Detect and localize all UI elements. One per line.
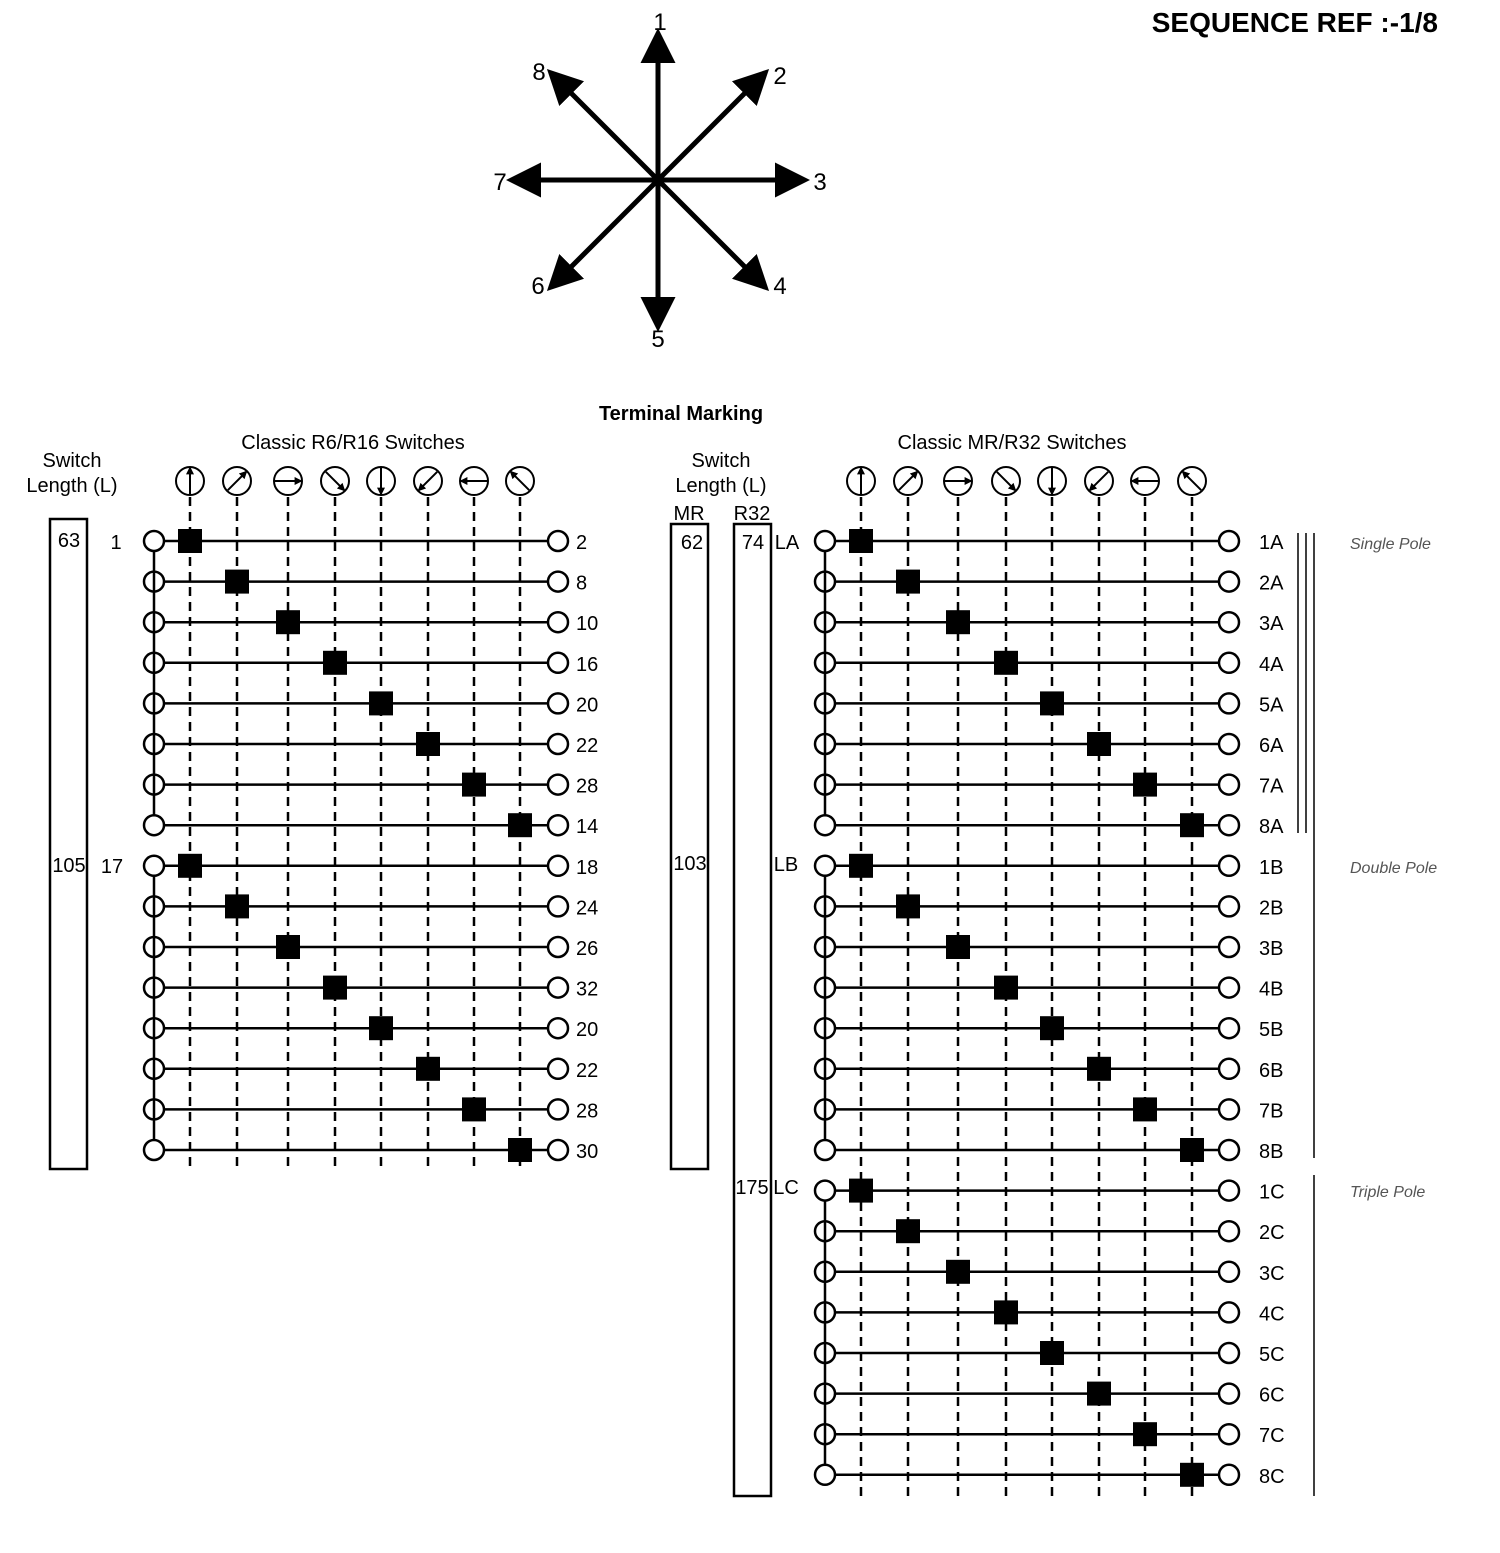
terminal-label: 6C (1259, 1384, 1285, 1407)
left-switch-panel (26, 432, 598, 1172)
right-contact-grid (815, 497, 1285, 1496)
terminal-label: 26 (576, 938, 599, 960)
terminal-label: 30 (576, 1141, 599, 1163)
right-terminal-circle (1219, 531, 1239, 551)
contact-block (1087, 1382, 1111, 1406)
terminal-label: 3A (1259, 613, 1284, 636)
right-terminal-circle (1219, 1424, 1239, 1444)
contact-block (369, 1016, 393, 1040)
right-arrow-icon (944, 467, 972, 495)
right-terminal-circle (548, 734, 568, 754)
mr-length-103: 103 (673, 853, 707, 875)
contact-block (178, 529, 202, 553)
table-row (815, 732, 1284, 757)
left-switch-length-label-line1: Switch (42, 450, 102, 472)
terminal-label: 4B (1259, 978, 1284, 1001)
contact-block (1180, 1463, 1204, 1487)
right-position-icons (847, 467, 1206, 495)
table-row (815, 691, 1284, 716)
table-row (815, 610, 1284, 635)
terminal-label: 8C (1259, 1465, 1285, 1488)
right-terminal-circle (1219, 1302, 1239, 1322)
right-terminal-circle (548, 815, 568, 835)
terminal-label: 6B (1259, 1059, 1284, 1082)
terminal-label: 1A (1259, 532, 1284, 554)
compass-label-4: 4 (773, 273, 787, 300)
contact-block (416, 1057, 440, 1081)
table-row (815, 976, 1283, 1001)
right-terminal-circle (1219, 1140, 1239, 1160)
terminal-label: 2B (1259, 897, 1284, 920)
terminal-label: 8A (1259, 816, 1284, 839)
right-terminal-circle (548, 1018, 568, 1038)
table-row (815, 529, 1284, 554)
table-row (144, 976, 598, 1001)
right-terminal-circle (548, 1099, 568, 1119)
right-switch-panel (671, 432, 1437, 1496)
layer-label-lc: LC (773, 1177, 799, 1199)
terminal-label: 5A (1259, 694, 1284, 717)
sequence-ref-title: SEQUENCE REF :-1/8 (1151, 7, 1438, 38)
terminal-label: 3B (1259, 938, 1284, 960)
right-switch-length-label-line2: Length (L) (675, 475, 767, 497)
compass-label-8: 8 (532, 59, 546, 86)
up-left-arrow-icon (1178, 467, 1206, 495)
terminal-label: 5B (1259, 1019, 1284, 1042)
layer-label-lb: LB (773, 854, 799, 876)
right-terminal-circle (1219, 896, 1239, 916)
table-row (815, 854, 1283, 879)
right-terminal-circle (1219, 653, 1239, 673)
contact-block (369, 691, 393, 715)
left-length-105: 105 (52, 855, 86, 877)
contact-block (994, 976, 1018, 1000)
terminal-marking-heading: Terminal Marking (598, 403, 764, 425)
table-row (144, 1097, 598, 1122)
terminal-label: 2 (576, 532, 588, 554)
terminal-label: 2C (1259, 1222, 1285, 1245)
left-length-63: 63 (57, 530, 81, 552)
terminal-label: 4A (1259, 653, 1284, 676)
contact-block (1180, 813, 1204, 837)
terminal-label: 16 (576, 653, 599, 676)
right-terminal-circle (548, 572, 568, 592)
contact-block (416, 732, 440, 756)
right-terminal-circle (548, 1140, 568, 1160)
table-row (144, 610, 598, 635)
left-terminal-circle (144, 1140, 164, 1160)
terminal-label: 24 (576, 897, 599, 920)
contact-block (896, 570, 920, 594)
terminal-label: 3C (1259, 1262, 1285, 1285)
contact-block (1087, 1057, 1111, 1081)
terminal-label: 8 (576, 572, 588, 595)
terminal-label: 8B (1259, 1141, 1284, 1163)
compass-arrow-6 (552, 180, 658, 286)
terminal-label: 5C (1259, 1344, 1285, 1366)
compass-label-7: 7 (493, 169, 507, 196)
up-arrow-icon (176, 467, 204, 495)
contact-block (1180, 1138, 1204, 1162)
r32-length-175: 175 (735, 1177, 769, 1199)
table-row (815, 894, 1283, 919)
right-terminal-circle (1219, 1018, 1239, 1038)
terminal-label: 2A (1259, 572, 1284, 595)
contact-block (462, 1097, 486, 1121)
mr-column-label: MR (673, 503, 705, 525)
right-terminal-circle (1219, 856, 1239, 876)
right-terminal-circle (1219, 1465, 1239, 1485)
table-row (815, 1260, 1285, 1285)
terminal-label: 20 (576, 1019, 599, 1042)
table-row (815, 1057, 1283, 1082)
contact-block (508, 1138, 532, 1162)
contact-block (508, 813, 532, 837)
contact-block (896, 1219, 920, 1243)
table-row (144, 732, 598, 757)
left-terminal-circle (144, 815, 164, 835)
left-terminal-circle (144, 531, 164, 551)
right-terminal-circle (548, 978, 568, 998)
left-terminal-circle (815, 856, 835, 876)
right-terminal-circle (1219, 775, 1239, 795)
table-row (815, 1179, 1285, 1204)
contact-block (178, 854, 202, 878)
pole-label-triple: Triple Pole (1350, 1184, 1426, 1201)
table-row (815, 773, 1284, 798)
table-row (144, 651, 598, 676)
terminal-label: 6A (1259, 735, 1284, 757)
terminal-label: 7A (1259, 775, 1284, 798)
contact-block (225, 570, 249, 594)
right-terminal-circle (1219, 1384, 1239, 1404)
left-terminal-circle (815, 1140, 835, 1160)
table-row (144, 1057, 598, 1082)
table-row (815, 1463, 1285, 1488)
contact-block (946, 610, 970, 634)
contact-block (946, 935, 970, 959)
contact-block (849, 854, 873, 878)
right-terminal-circle (548, 1059, 568, 1079)
left-terminal-circle (144, 856, 164, 876)
right-terminal-circle (548, 612, 568, 632)
compass-rose (493, 9, 826, 353)
terminal-label: 22 (576, 1059, 599, 1082)
terminal-label: 20 (576, 694, 599, 717)
right-terminal-circle (1219, 1181, 1239, 1201)
contact-block (1040, 691, 1064, 715)
contact-block (462, 773, 486, 797)
table-row (144, 854, 598, 879)
contact-block (849, 529, 873, 553)
table-row (815, 651, 1284, 676)
right-terminal-circle (548, 856, 568, 876)
contact-block (1040, 1341, 1064, 1365)
compass-arrow-8 (552, 74, 658, 180)
contact-block (276, 610, 300, 634)
right-terminal-circle (1219, 1059, 1239, 1079)
right-terminal-circle (1219, 1343, 1239, 1363)
table-row (144, 935, 598, 960)
contact-block (994, 1300, 1018, 1324)
right-terminal-circle (1219, 937, 1239, 957)
table-row (144, 1138, 598, 1163)
left-terminal-circle (815, 1465, 835, 1485)
table-row (815, 1016, 1283, 1041)
table-row (815, 1341, 1285, 1366)
left-terminal-circle (815, 1181, 835, 1201)
compass-label-6: 6 (531, 273, 545, 300)
table-row (815, 935, 1283, 960)
terminal-label: 18 (576, 856, 599, 879)
compass-label-3: 3 (813, 169, 827, 196)
left-contact-grid (144, 497, 598, 1172)
contact-block (276, 935, 300, 959)
down-right-arrow-icon (321, 467, 349, 495)
left-terminal-circle (815, 815, 835, 835)
right-terminal-circle (548, 653, 568, 673)
table-row (144, 1016, 598, 1041)
terminal-label: 32 (576, 978, 599, 1001)
up-right-arrow-icon (223, 467, 251, 495)
table-row (815, 1300, 1285, 1325)
terminal-label: 10 (576, 613, 599, 636)
table-row (815, 1097, 1283, 1122)
right-terminal-circle (548, 775, 568, 795)
compass-label-1: 1 (653, 9, 667, 36)
terminal-label: 4C (1259, 1303, 1285, 1326)
down-left-arrow-icon (414, 467, 442, 495)
table-row (815, 1138, 1283, 1163)
left-switch-length-label-line2: Length (L) (26, 475, 118, 497)
right-switch-length-label-line1: Switch (691, 450, 751, 472)
r32-length-bar (734, 524, 771, 1496)
contact-block (896, 894, 920, 918)
right-terminal-circle (1219, 612, 1239, 632)
layer-label-la: LA (774, 532, 800, 554)
mr-length-bar (671, 524, 708, 1169)
up-left-arrow-icon (506, 467, 534, 495)
right-terminal-circle (548, 531, 568, 551)
right-terminal-circle (1219, 1221, 1239, 1241)
compass-arrow-4 (658, 180, 764, 286)
contact-block (849, 1179, 873, 1203)
terminal-label: 7C (1259, 1425, 1285, 1448)
down-arrow-icon (367, 467, 395, 495)
left-arrow-icon (1131, 467, 1159, 495)
table-row (815, 1219, 1285, 1244)
mr-length-62: 62 (680, 532, 704, 554)
table-row (815, 1382, 1285, 1407)
right-terminal-circle (548, 937, 568, 957)
right-terminal-circle (1219, 572, 1239, 592)
right-terminal-circle (1219, 1099, 1239, 1119)
up-right-arrow-icon (894, 467, 922, 495)
right-panel-title: Classic MR/R32 Switches (897, 432, 1127, 454)
table-row (144, 813, 598, 838)
pole-label-double: Double Pole (1350, 860, 1438, 877)
table-row (144, 773, 598, 798)
left-length-bar (50, 519, 87, 1169)
terminal-label: 1C (1259, 1181, 1285, 1204)
contact-block (994, 651, 1018, 675)
right-terminal-circle (1219, 693, 1239, 713)
left-terminal-circle (815, 531, 835, 551)
r32-column-label: R32 (733, 503, 771, 525)
right-terminal-circle (1219, 1262, 1239, 1282)
contact-block (1133, 1422, 1157, 1446)
down-arrow-icon (1038, 467, 1066, 495)
contact-block (225, 894, 249, 918)
left-input-terminal-17: 17 (100, 856, 124, 878)
terminal-label: 14 (576, 816, 599, 839)
right-terminal-circle (548, 693, 568, 713)
compass-label-5: 5 (651, 326, 665, 353)
right-terminal-circle (1219, 978, 1239, 998)
left-panel-title: Classic R6/R16 Switches (241, 432, 465, 454)
table-row (144, 691, 598, 716)
table-row (144, 894, 598, 919)
contact-block (946, 1260, 970, 1284)
right-terminal-circle (548, 896, 568, 916)
terminal-label: 1B (1259, 856, 1284, 879)
contact-block (1087, 732, 1111, 756)
contact-block (1133, 773, 1157, 797)
right-terminal-circle (1219, 815, 1239, 835)
table-row (815, 570, 1284, 595)
down-right-arrow-icon (992, 467, 1020, 495)
down-left-arrow-icon (1085, 467, 1113, 495)
compass-label-2: 2 (773, 63, 787, 90)
terminal-label: 28 (576, 1100, 599, 1123)
compass-arrow-2 (658, 74, 764, 180)
contact-block (323, 976, 347, 1000)
right-terminal-circle (1219, 734, 1239, 754)
terminal-label: 22 (576, 735, 599, 757)
table-row (815, 813, 1284, 838)
right-arrow-icon (274, 467, 302, 495)
left-position-icons (176, 467, 534, 495)
left-input-terminal-1: 1 (110, 532, 122, 554)
terminal-label: 7B (1259, 1100, 1284, 1123)
left-arrow-icon (460, 467, 488, 495)
r32-length-74: 74 (741, 532, 765, 554)
up-arrow-icon (847, 467, 875, 495)
table-row (815, 1422, 1285, 1447)
terminal-label: 28 (576, 775, 599, 798)
pole-label-single: Single Pole (1350, 536, 1431, 553)
contact-block (323, 651, 347, 675)
contact-block (1133, 1097, 1157, 1121)
contact-block (1040, 1016, 1064, 1040)
